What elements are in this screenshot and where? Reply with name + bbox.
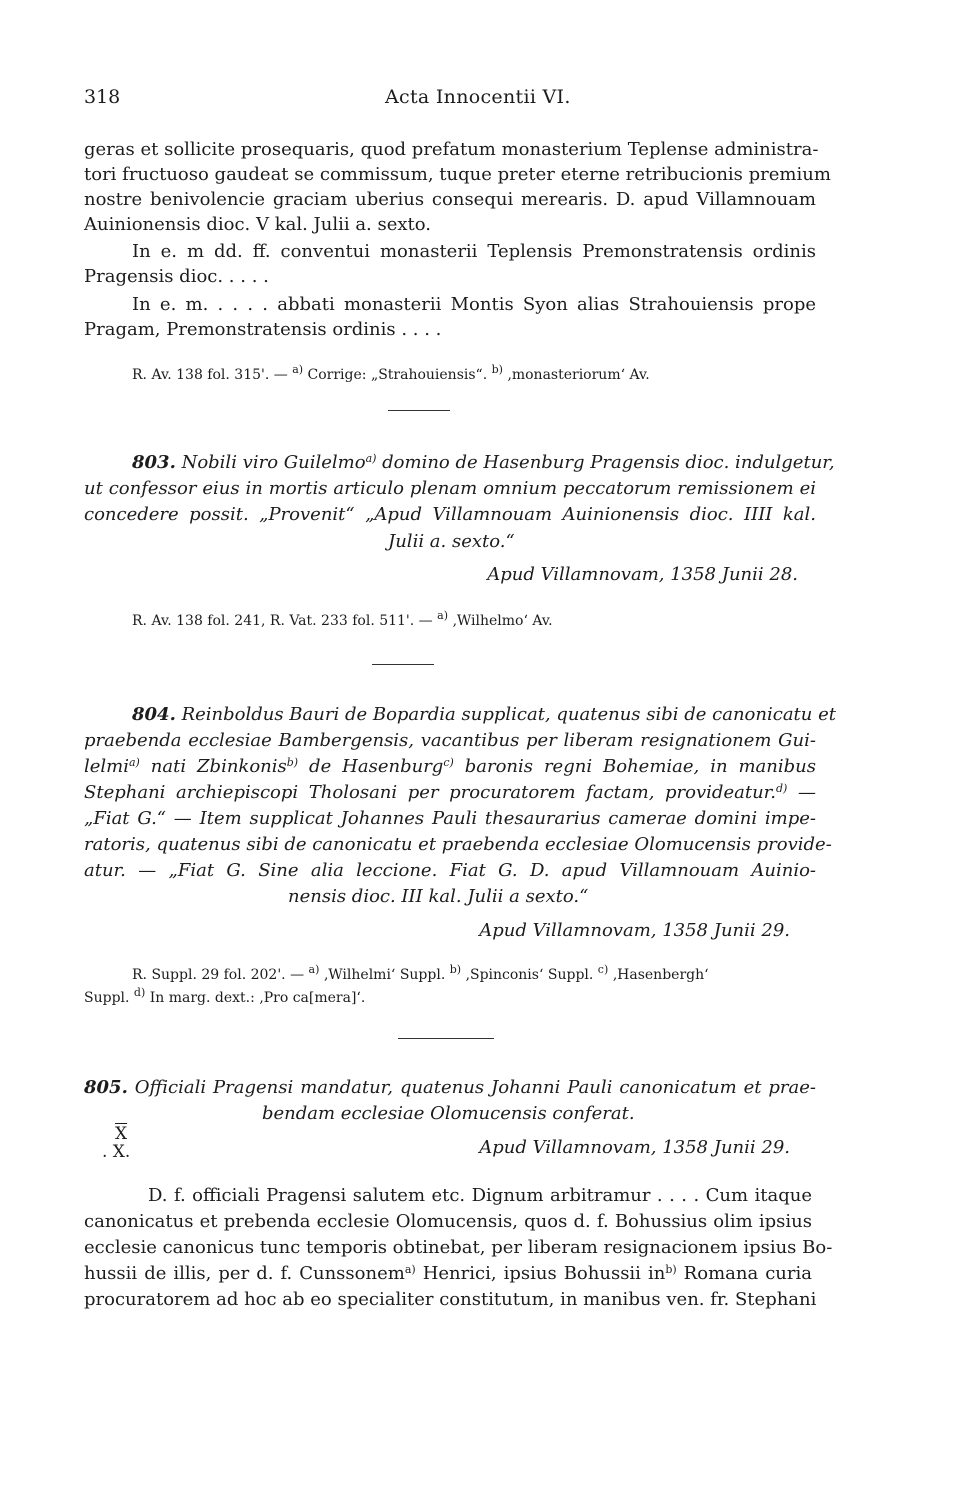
body-line: geras et sollicite prosequaris, quod prefatum monasterium Teplense administra- — [84, 139, 819, 160]
dateline: Apud Villamnovam, 1358 Junii 28. — [487, 564, 798, 585]
in-eodem-modo-line: In e. m. . . . . abbati monasterii Montis Syon alias Strahouiensis prope — [132, 294, 816, 315]
footnote-line: R. Av. 138 fol. 241, R. Vat. 233 fol. 511'. — $^{a)}$ ‚Wilhelmo‘ Av. — [132, 609, 553, 629]
regest-line: nensis dioc. III kal. Julii a sexto.“ — [288, 886, 589, 907]
regest-line: concedere possit. „Provenit“ „Apud Villamnouam Auinionensis dioc. IIII kal. — [84, 504, 816, 525]
margin-note-bottom: . X. — [102, 1142, 131, 1162]
body-line: procuratorem ad hoc ab eo specialiter constitutum, in manibus ven. fr. Stephani — [84, 1289, 817, 1310]
running-head: Acta Innocentii VI. — [385, 86, 571, 108]
regest-line: lelmi$^{a)}$ nati Zbinkonis$^{b)}$ de Hasenburg$^{c)}$ baronis regni Bohemiae, in manibus — [84, 756, 816, 777]
footnote-line: R. Suppl. 29 fol. 202'. — $^{a)}$ ‚Wilhelmi‘ Suppl. $^{b)}$ ‚Spinconis‘ Suppl. $^{c)}$ ‚Hasenbergh‘ — [132, 963, 709, 983]
footnote-line: Suppl. $^{d)}$ In marg. dext.: ‚Pro ca[mera]‘. — [84, 986, 366, 1006]
regest-line: 803. Nobili viro Guilelmo$^{a)}$ domino de Hasenburg Pragensis dioc. indulgetur, — [132, 452, 835, 473]
regest-line: 804. Reinboldus Bauri de Bopardia supplicat, quatenus sibi de canonicatu et — [132, 704, 836, 725]
section-divider — [372, 664, 434, 665]
body-line: Auinionensis dioc. V kal. Julii a. sexto. — [84, 214, 432, 235]
body-line: tori fructuoso gaudeat se commissum, tuque preter eterne retribucionis premium — [84, 164, 831, 185]
body-line: hussii de illis, per d. f. Cunssonem$^{a)}$ Henrici, ipsius Bohussii $in^{b)}$ Romana curia — [84, 1263, 812, 1284]
body-line: Pragam, Premonstratensis ordinis . . . . — [84, 319, 442, 340]
section-divider — [398, 1038, 494, 1039]
body-line: D. f. officiali Pragensi salutem etc. Dignum arbitramur . . . . Cum itaque — [148, 1185, 812, 1206]
page-number: 318 — [84, 86, 121, 108]
dateline: Apud Villamnovam, 1358 Junii 29. — [479, 920, 790, 941]
regest-line: Stephani archiepiscopi Tholosani per procuratorem factam, provideatur.$^{d)}$ — — [84, 782, 816, 803]
regest-line: bendam ecclesiae Olomucensis conferat. — [262, 1103, 635, 1124]
document-number: 805. — [84, 1077, 128, 1098]
regest-line: ratoris, quatenus sibi de canonicatu et praebenda ecclesiae Olomucensis provide- — [84, 834, 832, 855]
regest-line: „Fiat G.“ — Item supplicat Johannes Pauli thesaurarius camerae domini impe- — [84, 808, 816, 829]
body-line: ecclesie canonicus tunc temporis obtinebat, per liberam resignacionem ipsius Bo- — [84, 1237, 833, 1258]
regest-line: ut confessor eius in mortis articulo plenam omnium peccatorum remissionem ei — [84, 478, 816, 499]
body-line: Pragensis dioc. . . . . — [84, 266, 269, 287]
dateline: Apud Villamnovam, 1358 Junii 29. — [479, 1137, 790, 1158]
regest-line: atur. — „Fiat G. Sine alia leccione. Fiat G. D. apud Villamnouam Auinio- — [84, 860, 816, 881]
regest-line: praebenda ecclesiae Bambergensis, vacantibus per liberam resignationem Gui- — [84, 730, 816, 751]
in-eodem-modo-line: In e. m dd. ff. conventui monasterii Teplensis Premonstratensis ordinis — [132, 241, 816, 262]
document-number: 803. — [132, 452, 176, 473]
section-divider — [388, 410, 450, 411]
regest-line: 805. Officiali Pragensi mandatur, quatenus Johanni Pauli canonicatum et prae- — [84, 1077, 816, 1098]
margin-note-top: $\overline{X}$ — [115, 1124, 128, 1144]
footnote-line: R. Av. 138 fol. 315'. — $^{a)}$ Corrige: „Strahouiensis“. $^{b)}$ ‚monasteriorum‘ Av. — [132, 363, 650, 383]
regest-line: Julii a. sexto.“ — [388, 531, 515, 552]
body-line: canonicatus et prebenda ecclesie Olomucensis, quos d. f. Bohussius olim ipsius — [84, 1211, 812, 1232]
document-number: 804. — [132, 704, 176, 725]
body-line: nostre benivolencie graciam uberius consequi merearis. D. apud Villamnouam — [84, 189, 816, 210]
